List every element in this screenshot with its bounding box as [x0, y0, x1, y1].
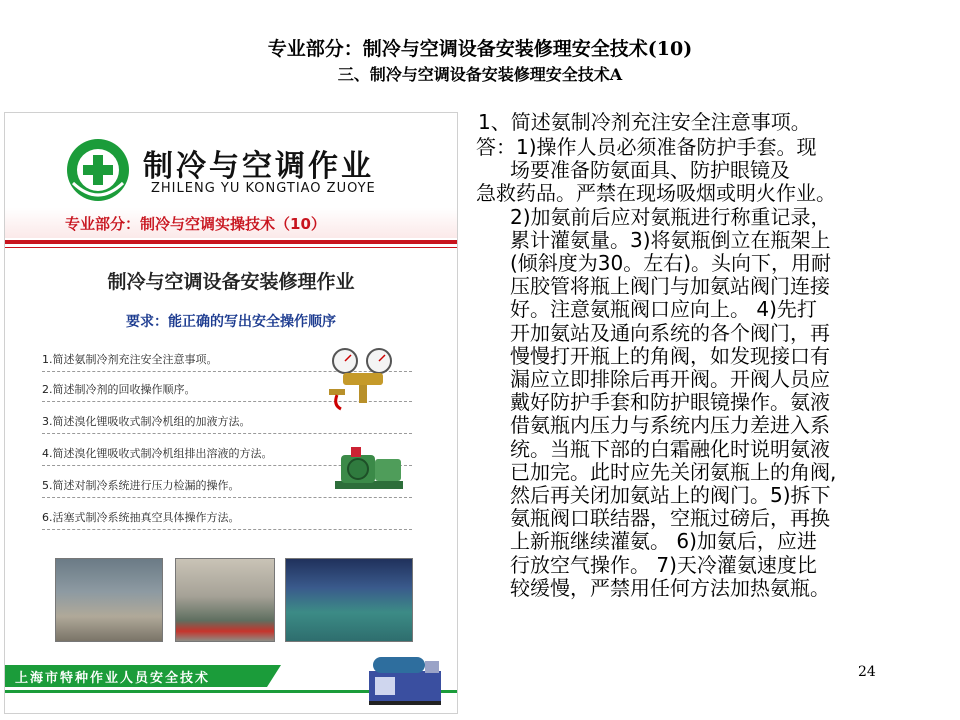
answer-line: 上新瓶继续灌氨。 6)加氨后，应进	[510, 529, 817, 554]
poster-footer-text: 上海市特种作业人员安全技术	[15, 671, 211, 686]
poster-band-text: 专业部分：制冷与空调实操技术（10）	[65, 215, 326, 233]
site-photo-1	[55, 558, 163, 642]
item-divider	[42, 433, 412, 434]
pressure-gauge-icon	[323, 347, 403, 411]
answer-line: 2)加氨前后应对氨瓶进行称重记录，	[510, 204, 831, 229]
header-title: 专业部分：制冷与空调设备安装修理安全技术(10)	[267, 38, 693, 60]
poster	[4, 112, 458, 714]
header-subtitle: 三、制冷与空调设备安装修理安全技术A	[337, 65, 623, 84]
answer-line: 累计灌氨量。3)将氨瓶倒立在瓶架上	[510, 227, 831, 252]
answer-line: 戴好防护手套和防护眼镜操作。氨液	[510, 390, 830, 415]
safety-cross-logo-icon	[65, 137, 131, 203]
answer-line: 行放空气操作。 7)天冷灌氨速度比	[510, 552, 817, 577]
answer-line: 漏应立即排除后再开阀。开阀人员应	[510, 367, 830, 392]
vacuum-pump-icon	[331, 441, 407, 503]
red-divider-thin	[5, 247, 457, 248]
poster-item: 6.活塞式制冷系统抽真空具体操作方法。	[42, 511, 240, 524]
answer-line: 氨瓶阀口联结器，空瓶过磅后，再换	[510, 506, 830, 531]
poster-item: 5.简述对制冷系统进行压力检漏的操作。	[42, 479, 240, 492]
answer-line: (倾斜度为30。左右)。头向下，用耐	[510, 251, 832, 276]
answer-line: 压胶管将瓶上阀门与加氨站阀门连接	[510, 274, 830, 299]
answer-line: 急救药品。严禁在现场吸烟或明火作业。	[476, 181, 836, 206]
poster-item: 3.简述溴化锂吸收式制冷机组的加液方法。	[42, 415, 251, 428]
green-band-tail	[267, 665, 281, 687]
site-photo-2	[175, 558, 275, 642]
chiller-unit-icon	[365, 647, 445, 707]
answer-line: 场要准备防氨面具、防护眼镜及	[510, 158, 790, 183]
answer-line: 开加氨站及通向系统的各个阀门，再	[510, 320, 830, 345]
answer-line: 统。当瓶下部的白霜融化时说明氨液	[510, 436, 830, 461]
page-number: 24	[858, 664, 876, 680]
logo-english-text: ZHILENG YU KONGTIAO ZUOYE	[151, 181, 376, 196]
answer-line: 慢慢打开瓶上的角阀，如发现接口有	[510, 343, 830, 368]
answer-text	[476, 136, 952, 600]
poster-heading: 制冷与空调设备安装修理作业	[107, 271, 355, 293]
answer-line: 较缓慢，严禁用任何方法加热氨瓶。	[510, 575, 830, 600]
red-divider	[5, 240, 457, 244]
poster-requirement: 要求：能正确的写出安全操作顺序	[126, 314, 336, 330]
item-divider	[42, 529, 412, 530]
poster-item: 1.简述氨制冷剂充注安全注意事项。	[42, 353, 218, 366]
logo-chinese-text: 制冷与空调作业	[143, 149, 374, 184]
answer-line: 然后再关闭加氨站上的阀门。5)拆下	[510, 483, 831, 508]
answer-line: 已加完。此时应先关闭氨瓶上的角阀,	[510, 459, 837, 484]
answer-line: 答：1)操作人员必须准备防护手套。现	[476, 135, 817, 159]
answer-line: 借氨瓶内压力与系统内压力差进入系	[510, 413, 830, 438]
site-photo-3	[285, 558, 413, 642]
poster-item: 2.简述制冷剂的回收操作顺序。	[42, 383, 196, 396]
question-title: 1、简述氨制冷剂充注安全注意事项。	[478, 110, 811, 134]
poster-item: 4.简述溴化锂吸收式制冷机组排出溶液的方法。	[42, 447, 273, 460]
answer-line: 好。注意氨瓶阀口应向上。 4)先打	[510, 297, 817, 322]
